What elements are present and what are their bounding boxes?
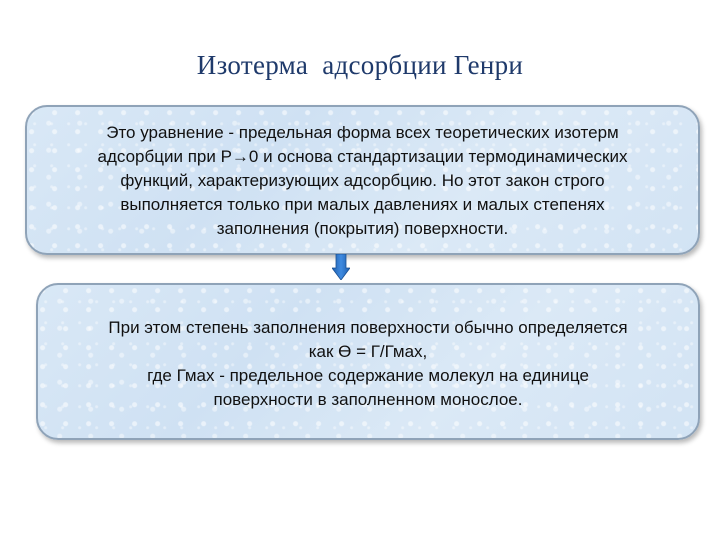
coverage-box <box>36 283 700 440</box>
definition-text <box>49 121 676 241</box>
coverage-line: При этом степень заполнения поверхности обычно определяется <box>108 318 628 337</box>
slide-title: Изотерма адсорбции Генри <box>196 50 524 80</box>
arrow-down-icon <box>332 254 350 280</box>
coverage-line: поверхности в заполненном монослое. <box>213 390 523 409</box>
coverage-line: где Гмах - предельное содержание молекул на единице <box>147 366 589 385</box>
definition-line: Это уравнение - предельная форма всех теоретических изотерм <box>106 123 619 142</box>
definition-line: выполняется только при малых давлениях и малых степенях <box>120 195 605 214</box>
coverage-line: как Ө = Г/Гмах, <box>308 342 428 361</box>
coverage-text <box>56 316 680 412</box>
definition-line: адсорбции при Р→0 и основа стандартизации термодинамических <box>97 147 628 166</box>
definition-line: заполнения (покрытия) поверхности. <box>216 219 509 238</box>
definition-line: функций, характеризующих адсорбцию. Но этот закон строго <box>120 171 605 190</box>
definition-box <box>25 105 700 255</box>
